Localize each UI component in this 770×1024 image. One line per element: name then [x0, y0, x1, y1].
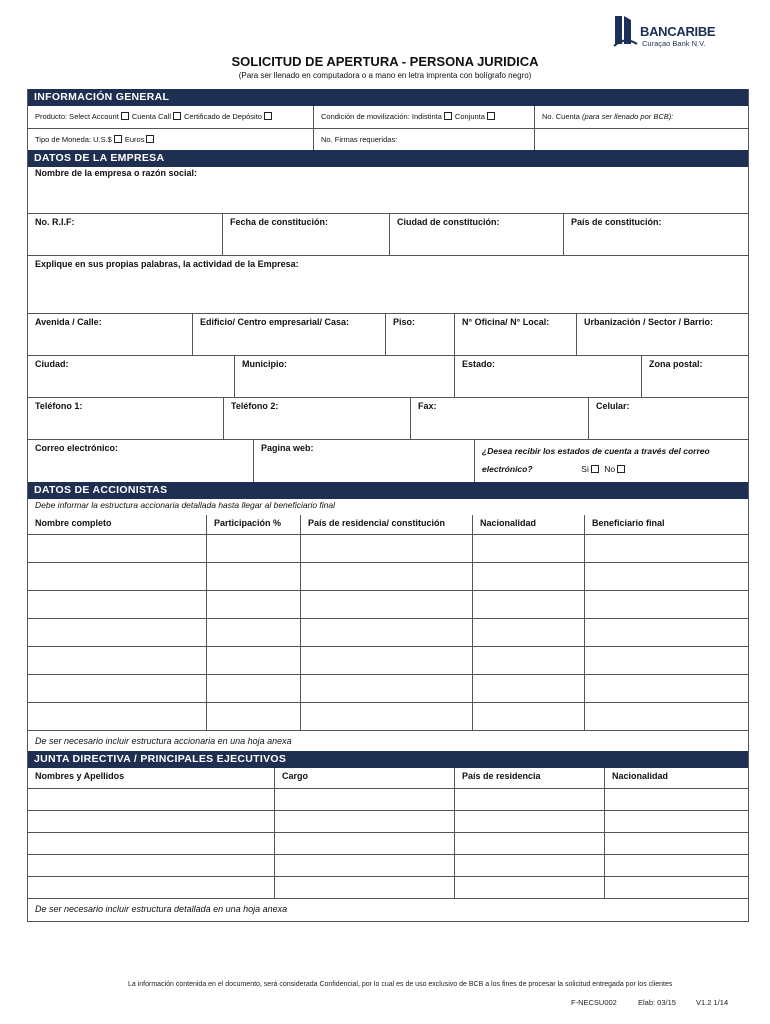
table-cell[interactable] [28, 619, 206, 646]
empresa-row-ciudad [28, 355, 748, 397]
confidentiality-notice: La información contenida en el documento, será considerada Confidencial, por lo cual es de uso exclusivo de BCB a los fines de procesar la solicitud entregada por los clientes [128, 981, 673, 988]
accionistas-table [28, 515, 748, 751]
table-cell[interactable] [274, 877, 454, 898]
table-cell[interactable] [604, 833, 748, 854]
col-nacionalidad: Nacionalidad [604, 768, 748, 788]
col-participacion: Participación % [206, 515, 300, 534]
empresa-row-actividad [28, 255, 748, 313]
estado-cuenta-email-question [474, 440, 748, 482]
table-cell[interactable] [206, 535, 300, 562]
table-row [28, 646, 748, 674]
accionistas-header-row [28, 515, 748, 534]
table-cell[interactable] [604, 877, 748, 898]
estado-label: Estado: [462, 359, 496, 369]
table-cell[interactable] [28, 703, 206, 730]
municipio-field[interactable] [234, 356, 454, 397]
table-cell[interactable] [206, 619, 300, 646]
empresa-row-correo [28, 439, 748, 482]
checkbox-indistinta[interactable] [444, 112, 452, 120]
table-cell[interactable] [300, 647, 472, 674]
fecha-const-field[interactable] [222, 214, 389, 255]
celular-field[interactable] [588, 398, 748, 439]
web-field[interactable] [253, 440, 474, 482]
table-cell[interactable] [584, 619, 748, 646]
col-nacionalidad: Nacionalidad [472, 515, 584, 534]
table-cell[interactable] [454, 855, 604, 876]
table-cell[interactable] [28, 563, 206, 590]
table-cell[interactable] [584, 591, 748, 618]
ciudad-const-field[interactable] [389, 214, 563, 255]
general-row-2 [28, 128, 748, 150]
table-cell[interactable] [454, 833, 604, 854]
table-cell[interactable] [28, 647, 206, 674]
table-cell[interactable] [206, 675, 300, 702]
bank-logo-name: BANCARIBE [640, 24, 716, 39]
table-cell[interactable] [28, 855, 274, 876]
table-cell[interactable] [472, 563, 584, 590]
table-cell[interactable] [206, 647, 300, 674]
firmas-field[interactable] [313, 129, 534, 150]
section-header-general: INFORMACIÓN GENERAL [28, 89, 748, 106]
avenida-label: Avenida / Calle: [35, 317, 102, 327]
option-no: No [604, 464, 616, 474]
zona-postal-label: Zona postal: [649, 359, 703, 369]
correo-label: Correo electrónico: [35, 443, 119, 453]
estado-field[interactable] [454, 356, 641, 397]
actividad-label: Explique en sus propias palabras, la actividad de la Empresa: [35, 259, 299, 269]
table-cell[interactable] [28, 833, 274, 854]
producto-label: Producto: Select Account [35, 112, 119, 121]
ciudad-field[interactable] [28, 356, 234, 397]
bank-logo-icon [612, 14, 638, 48]
option-conjunta: Conjunta [454, 112, 485, 121]
cuenta-label: No. Cuenta [542, 112, 583, 121]
accionistas-note: Debe informar la estructura accionaria detallada hasta llegar al beneficiario final [35, 500, 336, 510]
table-cell[interactable] [300, 591, 472, 618]
table-cell[interactable] [28, 789, 274, 810]
empresa-row-telefonos [28, 397, 748, 439]
condicion-field [313, 106, 534, 128]
table-cell[interactable] [584, 647, 748, 674]
elaboration-date: Elab: 03/15 [638, 998, 676, 1007]
section-header-empresa: DATOS DE LA EMPRESA [28, 150, 748, 167]
table-row [28, 876, 748, 898]
table-row [28, 788, 748, 810]
nombre-empresa-label: Nombre de la empresa o razón social: [35, 168, 198, 178]
piso-field[interactable] [385, 314, 454, 355]
table-cell[interactable] [206, 703, 300, 730]
table-cell[interactable] [274, 833, 454, 854]
table-cell[interactable] [584, 703, 748, 730]
zona-postal-field[interactable] [641, 356, 748, 397]
correo-field[interactable] [28, 440, 253, 482]
moneda-label: Tipo de Moneda: U.S.$ [35, 135, 112, 144]
table-row [28, 534, 748, 562]
firmas-label: No. Firmas requeridas: [321, 135, 398, 144]
table-cell[interactable] [454, 789, 604, 810]
table-cell[interactable] [300, 563, 472, 590]
section-header-accionistas: DATOS DE ACCIONISTAS [28, 482, 748, 499]
form-title: SOLICITUD DE APERTURA - PERSONA JURIDICA [231, 54, 539, 69]
checkbox-cuenta-call[interactable] [173, 112, 181, 120]
table-cell[interactable] [454, 811, 604, 832]
table-cell[interactable] [274, 811, 454, 832]
table-cell[interactable] [28, 675, 206, 702]
ciudad-label: Ciudad: [35, 359, 69, 369]
checkbox-usd[interactable] [114, 135, 122, 143]
edificio-field[interactable] [192, 314, 385, 355]
fax-label: Fax: [418, 401, 437, 411]
junta-footnote-row [28, 898, 748, 921]
table-row [28, 562, 748, 590]
telefono2-label: Teléfono 2: [231, 401, 279, 411]
producto-field [28, 106, 313, 128]
table-cell[interactable] [274, 855, 454, 876]
table-cell[interactable] [28, 811, 274, 832]
table-cell[interactable] [300, 535, 472, 562]
table-cell[interactable] [28, 591, 206, 618]
col-nombres-apellidos: Nombres y Apellidos [35, 771, 125, 781]
condicion-label: Condición de movilización: Indistinta [321, 112, 442, 121]
moneda-field [28, 129, 313, 150]
table-cell[interactable] [300, 675, 472, 702]
web-label: Pagina web: [261, 443, 314, 453]
celular-label: Celular: [596, 401, 630, 411]
checkbox-conjunta[interactable] [487, 112, 495, 120]
general-empty-cell [534, 129, 748, 150]
checkbox-select-account[interactable] [121, 112, 129, 120]
table-cell[interactable] [472, 647, 584, 674]
checkbox-no[interactable] [617, 465, 625, 473]
table-cell[interactable] [28, 877, 274, 898]
bank-logo-subtitle: Curaçao Bank N.V. [642, 39, 706, 48]
checkbox-certificado[interactable] [264, 112, 272, 120]
oficina-label: N° Oficina/ N° Local: [462, 317, 550, 327]
table-row [28, 674, 748, 702]
municipio-label: Municipio: [242, 359, 287, 369]
empresa-row-nombre [28, 167, 748, 213]
table-row [28, 854, 748, 876]
rif-label: No. R.I.F: [35, 217, 75, 227]
checkbox-si[interactable] [591, 465, 599, 473]
table-row [28, 590, 748, 618]
table-cell[interactable] [604, 855, 748, 876]
question-line-1: ¿Desea recibir los estados de cuenta a través del correo [482, 446, 710, 456]
table-cell[interactable] [206, 591, 300, 618]
junta-table [28, 768, 748, 921]
urbanizacion-label: Urbanización / Sector / Barrio: [584, 317, 714, 327]
telefono2-field[interactable] [223, 398, 410, 439]
option-cuenta-call: Cuenta Call [131, 112, 172, 121]
table-row [28, 702, 748, 730]
section-header-junta: JUNTA DIRECTIVA / PRINCIPALES EJECUTIVOS [28, 751, 748, 768]
piso-label: Piso: [393, 317, 416, 327]
col-pais-residencia: País de residencia [454, 768, 604, 788]
form-subtitle: (Para ser llenado en computadora o a mano en letra imprenta con bolígrafo negro) [238, 71, 532, 80]
cuenta-note: (para ser llenado por BCB): [582, 112, 674, 121]
table-cell[interactable] [584, 563, 748, 590]
col-cargo: Cargo [274, 768, 454, 788]
table-cell[interactable] [206, 563, 300, 590]
junta-footnote: De ser necesario incluir estructura detallada en una hoja anexa [35, 904, 288, 914]
ciudad-const-label: Ciudad de constitución: [397, 217, 500, 227]
table-cell[interactable] [300, 703, 472, 730]
table-cell[interactable] [472, 535, 584, 562]
table-cell[interactable] [454, 877, 604, 898]
table-cell[interactable] [584, 535, 748, 562]
col-pais-residencia: País de residencia/ constitución [300, 515, 472, 534]
table-cell[interactable] [300, 619, 472, 646]
table-row [28, 618, 748, 646]
pais-const-field[interactable] [563, 214, 748, 255]
table-cell[interactable] [28, 535, 206, 562]
question-line-2: electrónico? [482, 464, 533, 474]
edificio-label: Edificio/ Centro empresarial/ Casa: [200, 317, 350, 327]
table-cell[interactable] [604, 811, 748, 832]
table-row [28, 832, 748, 854]
option-certificado: Certificado de Depósito [184, 112, 262, 121]
empresa-row-rif [28, 213, 748, 255]
fax-field[interactable] [410, 398, 588, 439]
table-cell[interactable] [604, 789, 748, 810]
bank-logo [612, 14, 732, 50]
avenida-field[interactable] [28, 314, 192, 355]
fecha-const-label: Fecha de constitución: [230, 217, 329, 227]
telefono1-label: Teléfono 1: [35, 401, 83, 411]
application-form [27, 89, 749, 922]
col-nombre-completo: Nombre completo [35, 518, 112, 528]
nombre-empresa-field[interactable] [28, 167, 748, 213]
accionistas-footnote: De ser necesario incluir estructura accionaria en una hoja anexa [35, 736, 292, 746]
accionistas-note-row [28, 499, 748, 515]
form-version: V1.2 1/14 [696, 998, 729, 1007]
table-cell[interactable] [472, 703, 584, 730]
oficina-field[interactable] [454, 314, 576, 355]
empresa-row-direccion [28, 313, 748, 355]
table-row [28, 810, 748, 832]
table-cell[interactable] [472, 675, 584, 702]
col-beneficiario: Beneficiario final [584, 515, 748, 534]
pais-const-label: País de constitución: [571, 217, 662, 227]
rif-field[interactable] [28, 214, 222, 255]
telefono1-field[interactable] [28, 398, 223, 439]
table-cell[interactable] [584, 675, 748, 702]
table-cell[interactable] [472, 619, 584, 646]
table-cell[interactable] [274, 789, 454, 810]
actividad-field[interactable] [28, 256, 748, 313]
option-si: Si [581, 464, 589, 474]
general-row-1 [28, 106, 748, 128]
checkbox-euros[interactable] [146, 135, 154, 143]
junta-header-row [28, 768, 748, 788]
cuenta-field[interactable] [534, 106, 748, 128]
table-cell[interactable] [472, 591, 584, 618]
form-code: F-NECSU002 [571, 998, 617, 1007]
urbanizacion-field[interactable] [576, 314, 748, 355]
option-euros: Euros [124, 135, 145, 144]
accionistas-footnote-row [28, 730, 748, 751]
